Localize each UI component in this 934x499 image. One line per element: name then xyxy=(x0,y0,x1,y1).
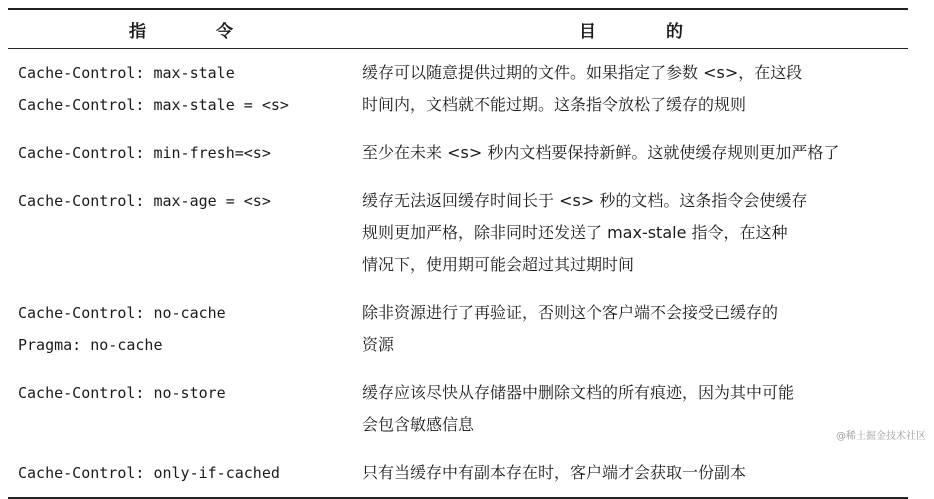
table-row xyxy=(8,49,908,130)
purpose-line: 至少在未来 <s> 秒内文档要保持新鲜。这就使缓存规则更加严格了 xyxy=(362,143,840,162)
purpose-line: 缓存无法返回缓存时间长于 <s> 秒的文档。这条指令会使缓存 xyxy=(362,191,808,210)
command-line: Cache-Control: max-age = <s> xyxy=(18,192,271,210)
directive-table-container xyxy=(8,8,908,499)
purpose-line: 时间内，文档就不能过期。这条指令放松了缓存的规则 xyxy=(362,95,747,114)
command-line: Cache-Control: no-store xyxy=(18,384,226,402)
command-cell xyxy=(8,177,354,289)
purpose-line: 除非资源进行了再验证，否则这个客户端不会接受已缓存的 xyxy=(362,303,779,322)
purpose-cell xyxy=(354,177,908,289)
purpose-cell xyxy=(354,49,908,130)
purpose-line: 缓存应该尽快从存储器中删除文档的所有痕迹，因为其中可能 xyxy=(362,383,795,402)
table-row xyxy=(8,177,908,289)
command-cell xyxy=(8,449,354,498)
purpose-cell xyxy=(354,449,908,498)
table-body xyxy=(8,49,908,499)
command-cell xyxy=(8,129,354,177)
table-header-row xyxy=(8,9,908,49)
command-line: Cache-Control: min-fresh=<s> xyxy=(18,144,271,162)
purpose-line: 缓存可以随意提供过期的文件。如果指定了参数 <s>，在这段 xyxy=(362,63,803,82)
purpose-line: 情况下，使用期可能会超过其过期时间 xyxy=(362,255,635,274)
command-cell xyxy=(8,49,354,130)
command-line: Pragma: no-cache xyxy=(18,336,163,354)
command-cell xyxy=(8,289,354,369)
purpose-cell xyxy=(354,129,908,177)
header-purpose: 目 的 xyxy=(354,9,908,49)
command-line: Cache-Control: max-stale xyxy=(18,64,235,82)
purpose-line: 只有当缓存中有副本存在时，客户端才会获取一份副本 xyxy=(362,463,747,482)
purpose-cell xyxy=(354,369,908,449)
purpose-line: 会包含敏感信息 xyxy=(362,415,475,434)
command-line: Cache-Control: no-cache xyxy=(18,304,226,322)
command-cell xyxy=(8,369,354,449)
purpose-cell xyxy=(354,289,908,369)
header-command: 指 令 xyxy=(8,9,354,49)
command-line: Cache-Control: only-if-cached xyxy=(18,464,280,482)
table-row xyxy=(8,369,908,449)
watermark: @稀土掘金技术社区 xyxy=(836,431,926,442)
table-row xyxy=(8,289,908,369)
command-line: Cache-Control: max-stale = <s> xyxy=(18,96,289,114)
table-row xyxy=(8,449,908,498)
purpose-line: 资源 xyxy=(362,335,395,354)
table-row xyxy=(8,129,908,177)
cache-directive-table xyxy=(8,8,908,499)
purpose-line: 规则更加严格，除非同时还发送了 max-stale 指令，在这种 xyxy=(362,223,788,242)
